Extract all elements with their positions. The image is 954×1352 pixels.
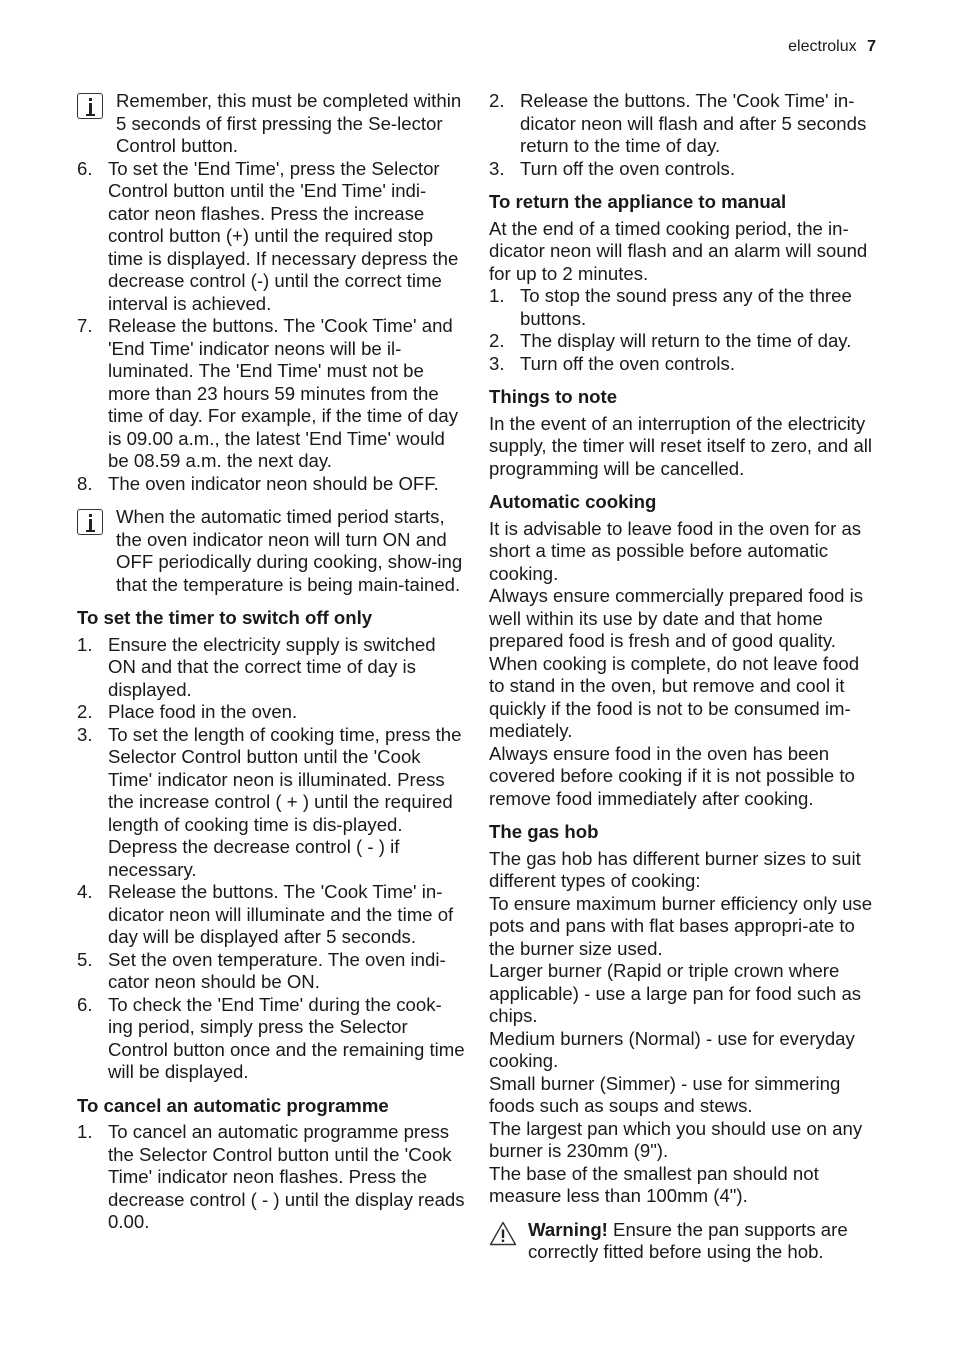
list-item: 6. To check the 'End Time' during the cook-ing period, simply press the Selector Control button once and the remaining time will be displayed.	[77, 993, 465, 1082]
paragraph: In the event of an interruption of the electricity supply, the timer will reset itself to zero, and all programming will be cancelled.	[489, 412, 873, 479]
list-item: 2. Release the buttons. The 'Cook Time' in-dicator neon will flash and after 5 seconds return to the time of day.	[489, 90, 867, 156]
left-column	[77, 90, 465, 1234]
list-item: 5. Set the oven temperature. The oven indi-cator neon should be ON.	[77, 948, 446, 992]
section-heading: To return the appliance to manual	[489, 191, 787, 212]
warning-label: Warning!	[528, 1218, 608, 1240]
list-item: 6. To set the 'End Time', press the Selector Control button until the 'End Time' indi-cator neon flashes. Press the increase control button (+) until the required stop time is displayed. If necessary depress the decrease control (-) until the correct time interval is achieved.	[77, 157, 459, 314]
info-note-2	[77, 506, 465, 596]
paragraph: At the end of a timed cooking period, the in-dicator neon will flash and an alarm will sound for up to 2 minutes.	[489, 217, 868, 284]
warning-body: Ensure the pan supports are correctly fitted before using the hob.	[528, 1218, 848, 1262]
list-item: 1. To stop the sound press any of the three buttons.	[489, 285, 852, 329]
cancel-steps	[77, 1121, 465, 1234]
list-item: 7. Release the buttons. The 'Cook Time' and 'End Time' indicator neons will be il-luminated. The 'End Time' must not be more than 23 hours 59 minutes from the time of day. For example, if the time of day is 09.00 a.m., the latest 'End Time' would be 08.59 a.m. the next day.	[77, 315, 458, 471]
section-heading: To cancel an automatic programme	[77, 1094, 389, 1116]
info-note-1	[77, 90, 465, 158]
list-item: 3. Turn off the oven controls.	[489, 352, 735, 374]
info-icon	[77, 509, 103, 535]
brand-name: electrolux	[788, 38, 857, 55]
right-column	[489, 90, 879, 1264]
page-header	[788, 37, 876, 57]
list-item: 8. The oven indicator neon should be OFF.	[77, 472, 439, 494]
list-item: 4. Release the buttons. The 'Cook Time' in-dicator neon will illuminate and the time of day will be displayed after 5 seconds.	[77, 881, 454, 947]
paragraph: Medium burners (Normal) - use for everyday cooking.	[489, 1027, 855, 1071]
section-heading: Automatic cooking	[489, 491, 657, 512]
warning-icon	[489, 1221, 517, 1246]
warning-note	[489, 1219, 879, 1264]
list-item: 2. Place food in the oven.	[77, 701, 298, 722]
paragraph: To ensure maximum burner efficiency only use pots and pans with flat bases appropri-ate to the burner size used.	[489, 892, 873, 959]
info-note-text: When the automatic timed period starts, the oven indicator neon will turn ON and OFF periodically during cooking, show-ing that the temperature is being main-tained.	[116, 506, 463, 595]
page-number: 7	[867, 38, 876, 55]
paragraph: When cooking is complete, do not leave food to stand in the oven, but remove and cool it quickly if the food is not to be consumed im-mediately.	[489, 652, 860, 741]
list-item: 2. The display will return to the time of day.	[489, 330, 852, 351]
end-time-steps	[77, 158, 465, 496]
paragraph: The largest pan which you should use on any burner is 230mm (9").	[489, 1117, 863, 1161]
info-note-text: Remember, this must be completed within 5 seconds of first pressing the Se-lector Control button.	[116, 90, 462, 156]
info-icon	[77, 93, 103, 119]
paragraph: Larger burner (Rapid or triple crown where applicable) - use a large pan for food such as chips.	[489, 960, 862, 1026]
paragraph: Always ensure commercially prepared food is well within its use by date and that home prepared food is fresh and of good quality.	[489, 585, 864, 651]
cancel-steps-continued	[489, 90, 879, 180]
paragraph: Small burner (Simmer) - use for simmering foods such as soups and stews.	[489, 1072, 841, 1116]
list-item: 3. Turn off the oven controls.	[489, 157, 735, 179]
section-heading: The gas hob	[489, 821, 599, 842]
list-item: 1. To cancel an automatic programme press the Selector Control button until the 'Cook Time' indicator neon flashes. Press the decrease control ( - ) until the display reads 0.00.	[77, 1121, 465, 1232]
section-heading: Things to note	[489, 386, 618, 407]
paragraph: Always ensure food in the oven has been covered before cooking if it is not possible to remove food immediately after cooking.	[489, 742, 855, 809]
paragraph: The gas hob has different burner sizes to suit different types of cooking:	[489, 847, 861, 891]
paragraph: It is advisable to leave food in the oven for as short a time as possible before automatic cooking.	[489, 517, 862, 584]
paragraph: The base of the smallest pan should not measure less than 100mm (4").	[489, 1162, 819, 1206]
section-heading: To set the timer to switch off only	[77, 607, 373, 628]
list-item: 3. To set the length of cooking time, press the Selector Control button until the 'Cook Time' indicator neon is illuminated. Press the increase control ( + ) until the required length of cooking time is dis-played. Depress the decrease control ( - ) if necessary.	[77, 723, 462, 880]
manual-steps	[489, 285, 879, 375]
warning-text	[528, 1219, 879, 1264]
timer-steps	[77, 634, 465, 1084]
list-item: 1. Ensure the electricity supply is switched ON and that the correct time of day is displayed.	[77, 633, 436, 700]
